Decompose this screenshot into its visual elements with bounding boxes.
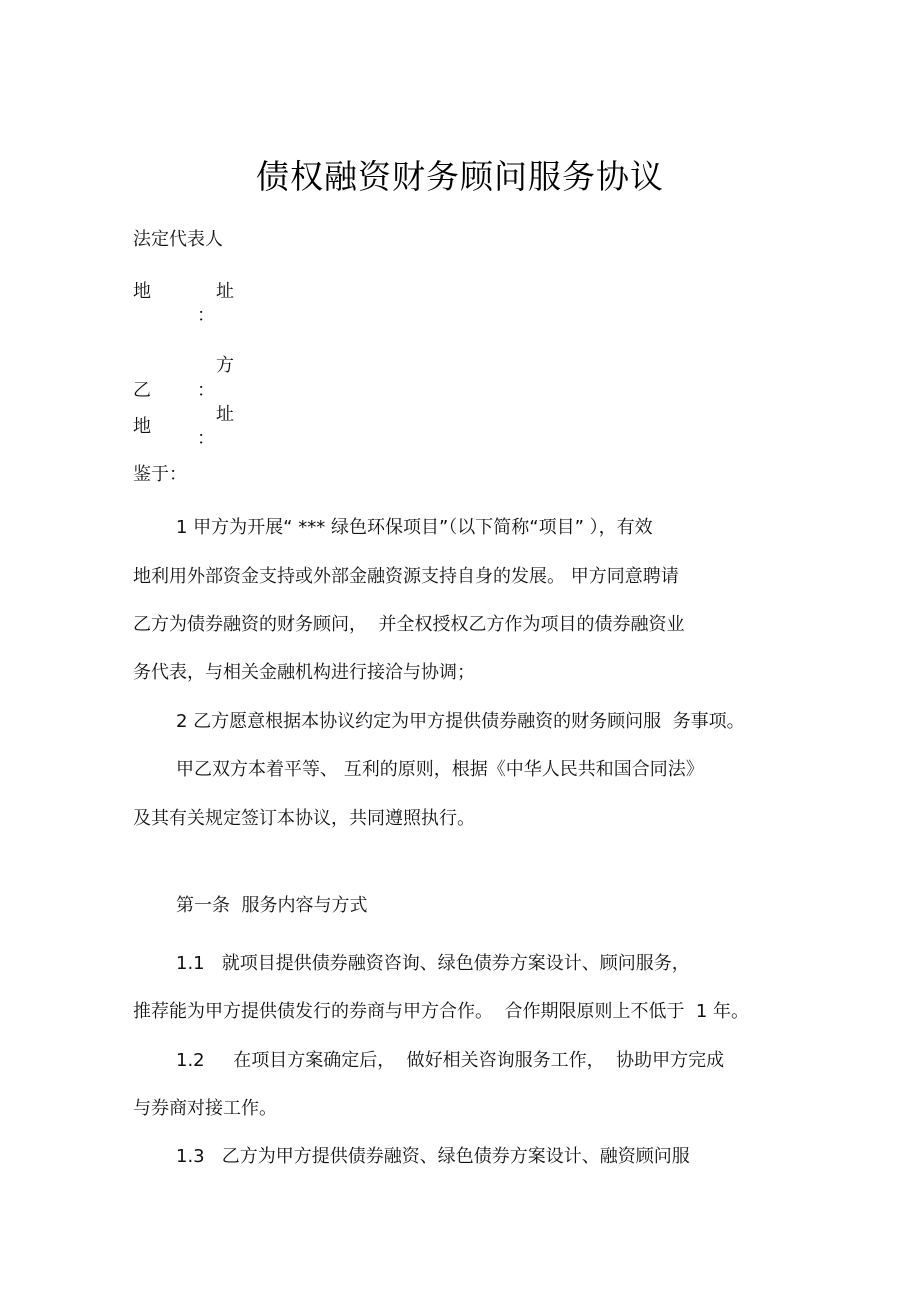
clause-1-2-line-1: 1.2 在项目方案确定后， 做好相关咨询服务工作， 协助甲方完成 xyxy=(176,1050,725,1071)
address2-colon: ： xyxy=(197,428,215,449)
address1-colon: ： xyxy=(197,305,215,326)
clause-1-1-line-2: 推荐能为甲方提供债发行的券商与甲方合作。 合作期限原则上不低于 1 年。 xyxy=(133,1001,750,1022)
article-1-heading: 第一条 服务内容与方式 xyxy=(176,895,368,916)
party-b-label-left: 乙 xyxy=(133,380,151,401)
recital-2-line-1: 2 乙方愿意根据本协议约定为甲方提供债券融资的财务顾问服 务事项。 xyxy=(176,711,745,732)
document-title: 债权融资财务顾问服务协议 xyxy=(256,157,664,196)
clause-1-3-line-1: 1.3 乙方为甲方提供债券融资、绿色债券方案设计、融资顾问服 xyxy=(176,1146,690,1167)
recital-3-line-1: 甲乙双方本着平等、 互利的原则，根据《中华人民共和国合同法》 xyxy=(176,759,704,780)
recital-3-line-2: 及其有关规定签订本协议，共同遵照执行。 xyxy=(133,808,475,829)
whereas-label: 鉴于： xyxy=(133,464,187,485)
party-b-colon: ： xyxy=(197,380,215,401)
address1-label-left: 地 xyxy=(133,281,151,302)
legal-representative-label: 法定代表人 xyxy=(133,229,223,250)
party-b-label-right: 方 xyxy=(216,355,234,376)
recital-1-line-1: 1 甲方为开展“ *** 绿色环保项目”（以下简称“项目” ），有效 xyxy=(176,517,653,538)
address2-label-right: 址 xyxy=(216,404,234,425)
recital-1-line-4: 务代表，与相关金融机构进行接洽与协调； xyxy=(133,662,475,683)
clause-1-1-line-1: 1.1 就项目提供债券融资咨询、绿色债券方案设计、顾问服务， xyxy=(176,953,690,974)
address1-label-right: 址 xyxy=(216,281,234,302)
recital-1-line-3: 乙方为债券融资的财务顾问， 并全权授权乙方作为项目的债券融资业 xyxy=(133,614,685,635)
recital-1-line-2: 地利用外部资金支持或外部金融资源支持自身的发展。 甲方同意聘请 xyxy=(133,566,679,587)
clause-1-2-line-2: 与券商对接工作。 xyxy=(133,1098,277,1119)
address2-label-left: 地 xyxy=(133,416,151,437)
